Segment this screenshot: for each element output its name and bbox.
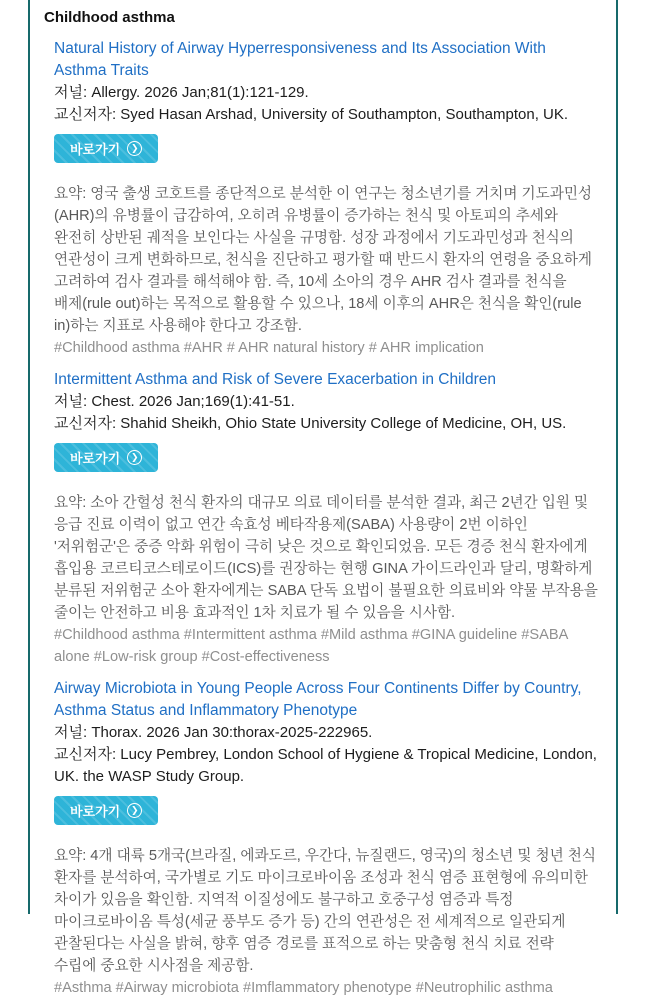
corresponding-author-line: 교신저자: Shahid Sheikh, Ohio State University College of Medicine, OH, US. xyxy=(54,415,567,432)
hashtag-line: #Childhood asthma #Intermittent asthma #Mild asthma #GINA guideline #SABA alone #Low-risk group #Cost-effectiveness xyxy=(54,627,568,665)
content-panel xyxy=(28,0,618,996)
hashtag-line: #Childhood asthma #AHR # AHR natural history # AHR implication xyxy=(54,340,484,356)
section-title: Childhood asthma xyxy=(44,9,175,26)
article-summary: 요약: 4개 대륙 5개국(브라질, 에콰도르, 우간다, 뉴질랜드, 영국)의 청소년 및 청년 천식 환자를 분석하여, 국가별로 기도 마이크로바이옴 조성과 천식 염증 표현형에 유의미한 차이가 있음을 확인함. 지역적 이질성에도 불구하고 호중구성 염증과 특정 마이크로바이옴 특성(세균 풍부도 증가 등) 간의 연관성은 전 세계적으로 일관되게 관찰된다는 사실을 밝혀, 향후 염증 경로를 표적으로 하는 맞춤형 천식 치료 전략 수립에 중요한 시사점을 제공함. xyxy=(54,848,596,974)
arrow-circle-icon: ❯ xyxy=(127,803,142,818)
shortcut-button-label: 바로가기 xyxy=(70,451,121,466)
article-title-link[interactable]: Intermittent Asthma and Risk of Severe Exacerbation in Children xyxy=(54,371,496,388)
shortcut-button[interactable] xyxy=(54,443,158,472)
article-summary: 요약: 영국 출생 코호트를 종단적으로 분석한 이 연구는 청소년기를 거치며 기도과민성(AHR)의 유병률이 급감하여, 오히려 유병률이 증가하는 천식 및 아토피의 추세와 완전히 상반된 궤적을 보인다는 사실을 규명함. 성장 과정에서 기도과민성과 천식의 연관성이 크게 변화하므로, 천식을 진단하고 평가할 때 반드시 환자의 연령을 중요하게 고려하여 검사 결과를 해석해야 함. 즉, 10세 소아의 경우 AHR 검사 결과를 천식을 배제(rule out)하는 목적으로 활용할 수 있으나, 18세 이후의 AHR은 천식을 확인(rule in)하는 지표로 사용해야 한다고 강조함. xyxy=(54,186,593,334)
journal-line: 저널: Thorax. 2026 Jan 30:thorax-2025-222965. xyxy=(54,724,373,741)
article-item xyxy=(54,678,598,999)
arrow-circle-icon: ❯ xyxy=(127,141,142,156)
article-item xyxy=(54,38,598,359)
corresponding-author-line: 교신저자: Syed Hasan Arshad, University of Southampton, Southampton, UK. xyxy=(54,106,569,123)
article-item xyxy=(54,369,598,668)
article-summary: 요약: 소아 간헐성 천식 환자의 대규모 의료 데이터를 분석한 결과, 최근 2년간 입원 및 응급 진료 이력이 없고 연간 속효성 베타작용제(SABA) 사용량이 2번 이하인 '저위험군'은 중증 악화 위험이 극히 낮은 것으로 확인되었음. 모든 경증 천식 환자에게 흡입용 코르티코스테로이드(ICS)를 권장하는 현행 GINA 가이드라인과 달리, 명확하게 분류된 저위험군 소아 환자에게는 SABA 단독 요법이 불필요한 의료비와 약물 부작용을 줄이는 안전하고 비용 효과적인 1차 치료가 될 수 있음을 시사함. xyxy=(54,495,598,621)
shortcut-button[interactable] xyxy=(54,796,158,825)
shortcut-button-label: 바로가기 xyxy=(70,142,121,157)
journal-line: 저널: Chest. 2026 Jan;169(1):41-51. xyxy=(54,393,295,410)
shortcut-button[interactable] xyxy=(54,134,158,163)
shortcut-button-label: 바로가기 xyxy=(70,804,121,819)
article-title-link[interactable]: Natural History of Airway Hyperresponsiveness and Its Association With Asthma Traits xyxy=(54,40,546,79)
article-title-link[interactable]: Airway Microbiota in Young People Across Four Continents Differ by Country, Asthma Status and Inflammatory Phenotype xyxy=(54,680,582,719)
arrow-circle-icon: ❯ xyxy=(127,450,142,465)
journal-line: 저널: Allergy. 2026 Jan;81(1):121-129. xyxy=(54,84,309,101)
corresponding-author-line: 교신저자: Lucy Pembrey, London School of Hygiene & Tropical Medicine, London, UK. the WASP Study Group. xyxy=(54,746,597,785)
hashtag-line: #Asthma #Airway microbiota #Imflammatory phenotype #Neutrophilic asthma xyxy=(54,980,553,996)
